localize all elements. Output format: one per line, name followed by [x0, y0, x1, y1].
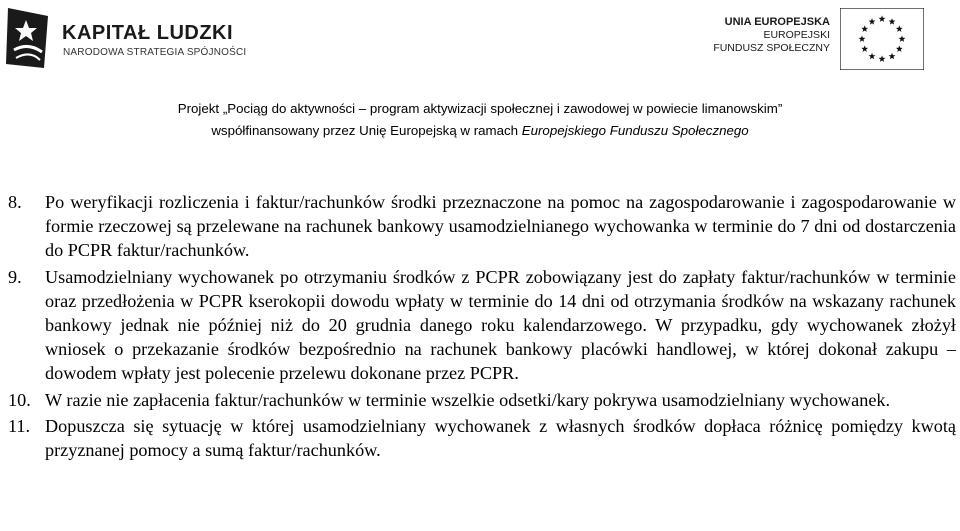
- kapital-ludzki-title: KAPITAŁ LUDZKI: [62, 22, 234, 44]
- project-line-2-prefix: współfinansowany przez Unię Europejską w ramach: [211, 123, 522, 138]
- item-number: 10.: [8, 389, 31, 410]
- kapital-ludzki-subtitle: NARODOWA STRATEGIA SPÓJNOŚCI: [63, 47, 247, 58]
- project-line-2: [0, 120, 960, 142]
- eu-logo-text: [713, 16, 830, 55]
- item-text: Po weryfikacji rozliczenia i faktur/rachunków środki przeznaczone na pomoc na zagospodarowanie i zagospodarowanie w formie rzeczowej są przelewane na rachunek bankowy usamodzielnianego wychowanka w terminie do 7 dni od dostarczenia do PCPR faktur/rachunków.: [45, 192, 956, 261]
- list-item-11: [8, 414, 956, 462]
- project-line-1: Projekt „Pociąg do aktywności – program aktywizacji społecznej i zawodowej w powiecie limanowskim”: [177, 101, 783, 116]
- item-text: Dopuszcza się sytuację w której usamodzielniany wychowanek z własnych środków dopłaca różnicę pomiędzy kwotą przyznanej pomocy a sumą faktur/rachunków.: [45, 415, 956, 461]
- item-number: 8.: [8, 192, 22, 212]
- kapital-ludzki-emblem-icon: [4, 6, 56, 70]
- item-text: W razie nie zapłacenia faktur/rachunków w terminie wszelkie odsetki/kary pokrywa usamodzielniany wychowanek.: [45, 389, 891, 410]
- list-item-10: [8, 388, 956, 412]
- item-text: Usamodzielniany wychowanek po otrzymaniu środków z PCPR zobowiązany jest do zapłaty faktur/rachunków w terminie oraz przedłożenia w PCPR kserokopii dowodu wpłaty w terminie do 14 dni od otrzymania środków na wskazany rachunek bankowy jednak nie później niż do 20 grudnia danego roku kalendarzowego. W przypadku, gdy wychowanek złożył wniosek o przekazanie środków bezpośrednio na rachunek bankowy placówki handlowej, w której dokonał zakupu – dowodem wpłaty jest polecenie przelewu dokonane przez PCPR.: [45, 266, 956, 384]
- project-description: [0, 98, 960, 142]
- item-number: 9.: [8, 266, 22, 287]
- eu-logo: [690, 6, 940, 72]
- list-item-9: [8, 265, 956, 386]
- eu-line-1: UNIA EUROPEJSKA: [724, 16, 830, 28]
- item-number: 11.: [8, 415, 31, 436]
- eu-line-3: FUNDUSZ SPOŁECZNY: [713, 42, 830, 54]
- project-line-2-fund: Europejskiego Funduszu Społecznego: [521, 123, 749, 138]
- eu-flag-icon: [840, 8, 924, 70]
- document-body: [8, 190, 956, 464]
- header: [0, 0, 960, 80]
- kapital-ludzki-logo: [4, 6, 247, 72]
- list-item-8: [8, 190, 956, 263]
- eu-line-2: EUROPEJSKI: [763, 29, 830, 41]
